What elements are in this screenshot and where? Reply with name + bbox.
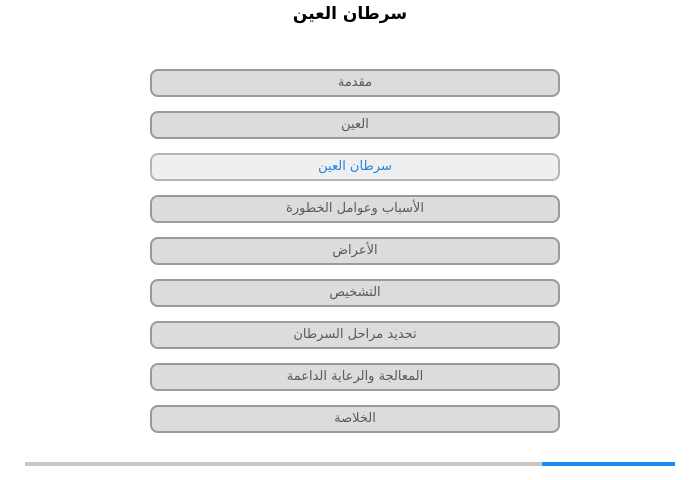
menu-item-treatment-supportive-care[interactable] [150,363,560,391]
progress-bar-fill [542,462,675,466]
menu-item-summary[interactable] [150,405,560,433]
chapter-menu [150,69,560,433]
menu-item-symptoms[interactable] [150,237,560,265]
menu-item-introduction[interactable] [150,69,560,97]
menu-item-staging[interactable] [150,321,560,349]
page-title: سرطان العين [292,4,408,24]
menu-item-label: المعالجة والرعاية الداعمة [286,369,424,384]
menu-item-label: الخلاصة [334,411,376,426]
progress-bar [25,462,675,466]
menu-item-the-eye[interactable] [150,111,560,139]
menu-item-label: العين [341,117,369,132]
menu-item-label: الأعراض [332,243,378,258]
menu-item-label: الأسباب وعوامل الخطورة [286,201,424,216]
menu-item-label: سرطان العين [318,159,392,174]
menu-item-label: تحديد مراحل السرطان [293,327,417,342]
menu-item-eye-cancer[interactable] [150,153,560,181]
menu-item-label: مقدمة [337,75,373,90]
menu-item-label: التشخيص [329,285,381,300]
menu-item-diagnosis[interactable] [150,279,560,307]
menu-item-causes-risk-factors[interactable] [150,195,560,223]
